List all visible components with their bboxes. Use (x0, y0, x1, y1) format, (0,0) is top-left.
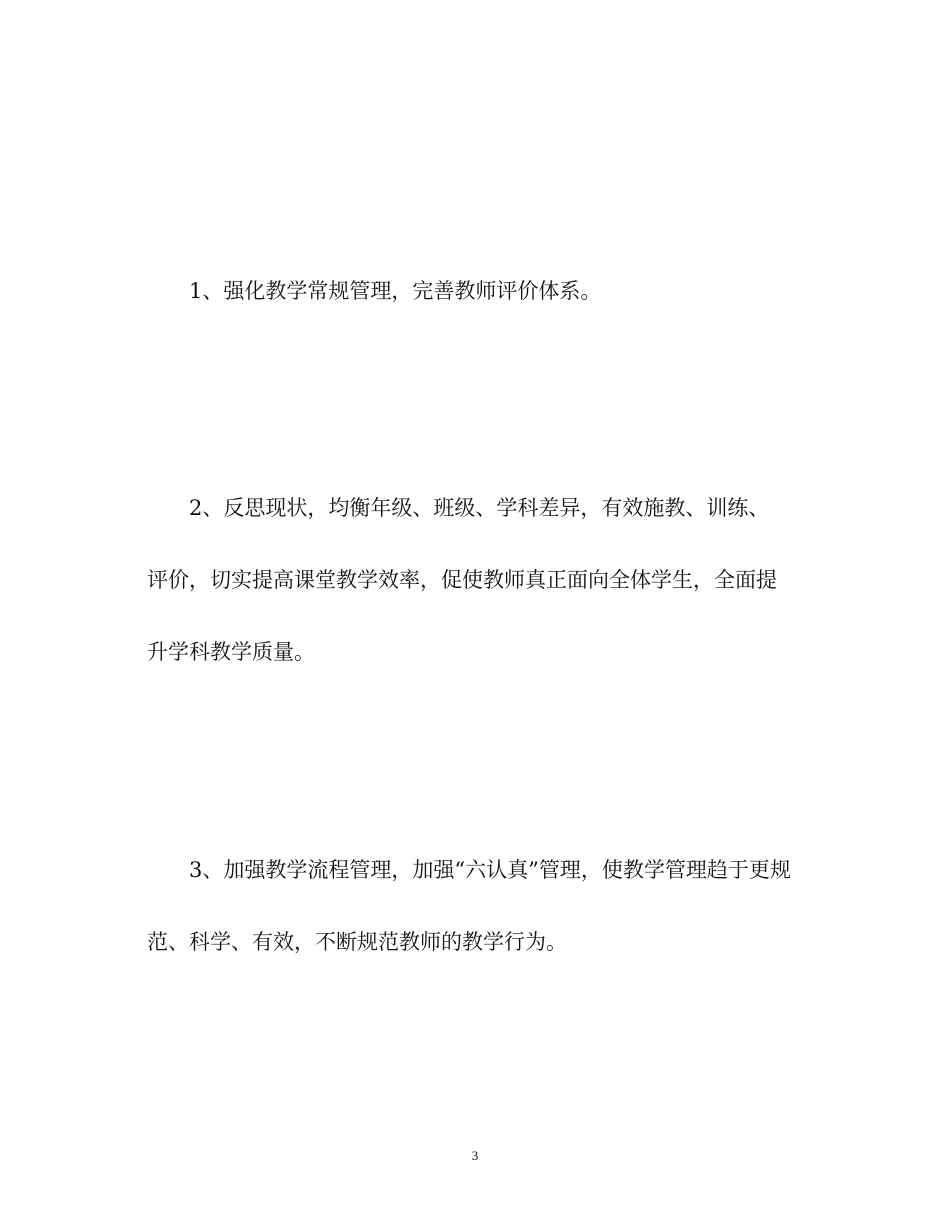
paragraph-3-line-1: 3、加强教学流程管理，加强“六认真”管理，使教学管理趋于更规 (189, 858, 791, 882)
page-number: 3 (471, 1148, 479, 1163)
paragraph-2-line-2: 评价，切实提高课堂教学效率，促使教师真正面向全体学生，全面提 (147, 568, 777, 592)
paragraph-2-line-1: 2、反思现状，均衡年级、班级、学科差异，有效施教、训练、 (189, 496, 770, 520)
paragraph-1-line-1: 1、强化教学常规管理，完善教师评价体系。 (189, 279, 602, 303)
paragraph-3-line-2: 范、科学、有效，不断规范教师的教学行为。 (147, 930, 567, 954)
paragraph-2-line-3: 升学科教学质量。 (147, 640, 315, 664)
